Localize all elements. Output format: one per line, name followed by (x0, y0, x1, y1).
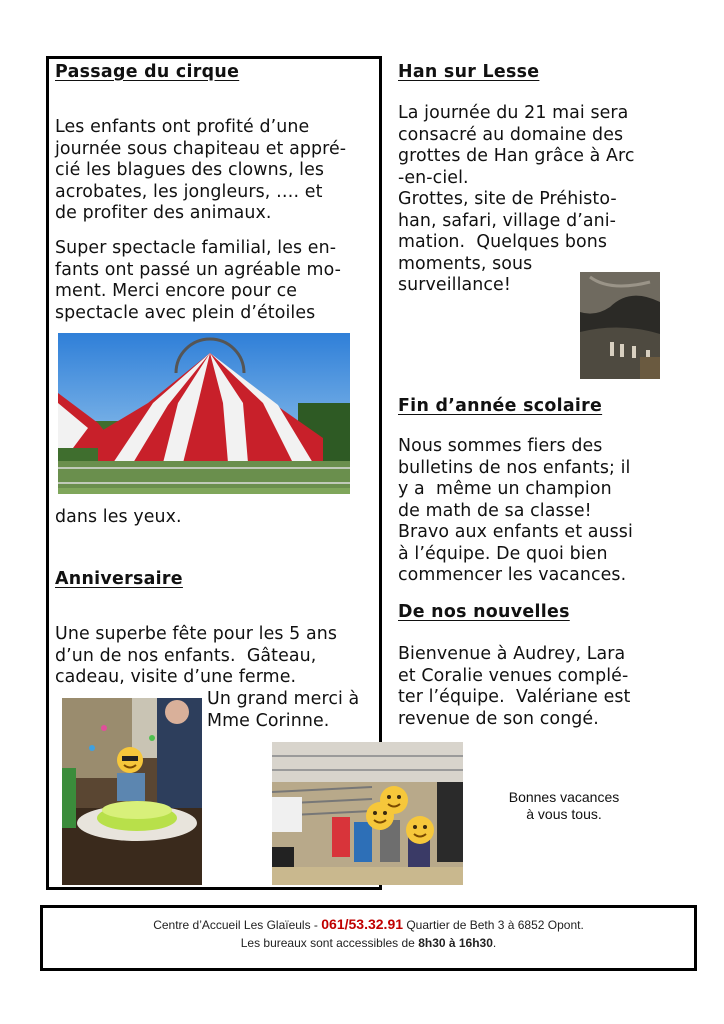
birthday-cake-photo (62, 698, 202, 885)
cirque-heading: Passage du cirque (55, 62, 240, 82)
nouvelles-paragraph: Bienvenue à Audrey, Lara et Coralie venues complé- ter l’équipe. Valériane est revenue de son congé. (398, 644, 631, 729)
footer-address: Quartier de Beth 3 à 6852 Opont. (403, 918, 584, 932)
footer-contact-box (40, 905, 697, 971)
han-paragraph: La journée du 21 mai sera consacré au domaine des grottes de Han grâce à Arc -en-ciel. Grottes, site de Préhisto- han, safari, village d’ani- mation. Quelques bons moments, sous surveillance! (398, 103, 635, 295)
caves-photo (580, 272, 660, 379)
cirque-paragraph-1: Les enfants ont profité d’une journée sous chapiteau et appré- cié les blagues des clowns, les acrobates, les jongleurs, …. et de profiter des animaux. (55, 117, 347, 223)
footer-centre-name: Centre d’Accueil Les Glaïeuls - (153, 918, 322, 932)
footer-hours-suffix: . (492, 936, 497, 950)
anniversaire-heading: Anniversaire (55, 569, 183, 589)
goodbye-message: Bonnes vacances à vous tous. (508, 789, 620, 822)
cirque-paragraph-3: dans les yeux. (55, 507, 182, 527)
footer-hours-line (43, 936, 694, 950)
footer-hours-prefix: Les bureaux sont accessibles de (240, 936, 419, 950)
footer-hours: 8h30 à 16h30 (418, 936, 493, 950)
cirque-paragraph-2: Super spectacle familial, les en- fants ont passé un agréable mo- ment. Merci encore pour ce spectacle avec plein d’étoiles (55, 238, 342, 323)
anniversaire-paragraph-2: Un grand merci à Mme Corinne. (207, 689, 360, 731)
anniversaire-paragraph-1: Une superbe fête pour les 5 ans d’un de nos enfants. Gâteau, cadeau, visite d’une ferme. (55, 624, 338, 687)
footer-address-line (43, 916, 694, 932)
circus-tent-photo (58, 333, 350, 494)
fin-annee-paragraph: Nous sommes fiers des bulletins de nos enfants; il y a même un champion de math de sa classe! Bravo aux enfants et aussi à l’équipe. De quoi bien commencer les vacances. (398, 436, 633, 585)
fin-annee-heading: Fin d’année scolaire (398, 396, 603, 416)
nouvelles-heading: De nos nouvelles (398, 602, 570, 622)
farm-visit-photo (272, 742, 463, 885)
footer-phone: 061/53.32.91 (321, 916, 404, 932)
han-heading: Han sur Lesse (398, 62, 540, 82)
